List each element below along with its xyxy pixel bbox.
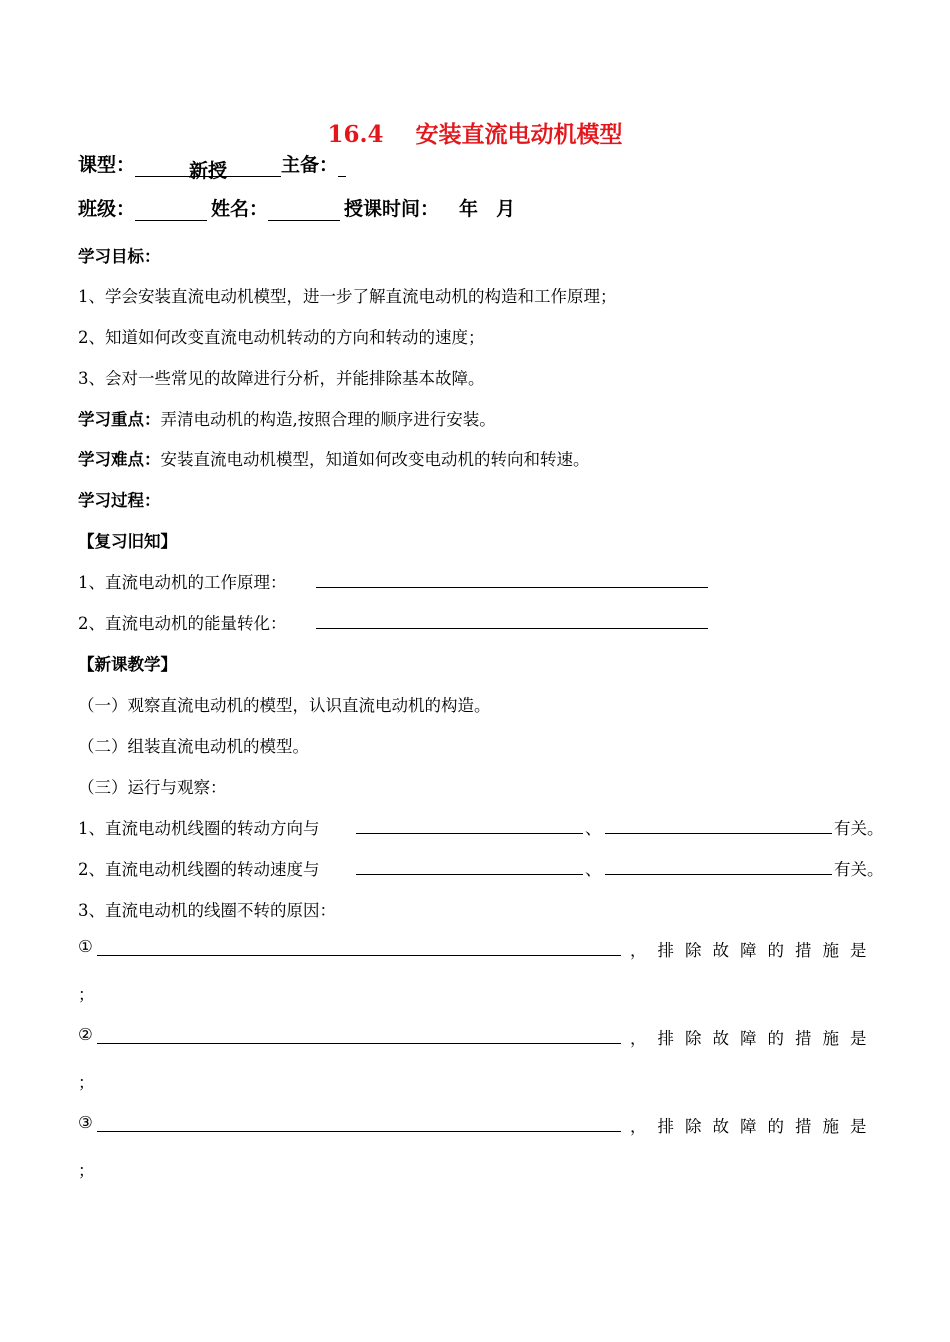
answer-blank[interactable] [316, 587, 708, 588]
class-label: 班级： [78, 198, 136, 220]
fault-measure: ，排除故障的措施是 [630, 1117, 878, 1136]
related-text: 有关。 [834, 819, 884, 838]
year-label: 年 [459, 198, 479, 220]
separator: 、 [585, 860, 602, 879]
answer-blank[interactable] [97, 955, 621, 956]
review-heading: 【复习旧知】 [78, 532, 177, 551]
answer-blank[interactable] [97, 1043, 621, 1044]
objective-item: 1、学会安装直流电动机模型，进一步了解直流电动机的构造和工作原理； [78, 287, 617, 306]
lesson-type-field[interactable] [135, 156, 281, 182]
lesson-step: （一）观察直流电动机的模型，认识直流电动机的构造。 [78, 696, 491, 715]
question-direction: 1、直流电动机线圈的转动方向与 [78, 819, 320, 838]
key-point-text: 弄清电动机的构造,按照合理的顺序进行安装。 [160, 410, 496, 429]
preparer-field[interactable] [338, 156, 346, 177]
review-item: 1、直流电动机的工作原理： [78, 573, 287, 592]
difficulty-text: 安装直流电动机模型，知道如何改变电动机的转向和转速。 [160, 450, 590, 469]
objectives-heading: 学习目标： [78, 247, 161, 266]
time-label: 授课时间： [344, 198, 440, 220]
title-text: 安装直流电动机模型 [415, 121, 623, 148]
lesson-type-row [78, 150, 346, 182]
answer-blank[interactable] [97, 1131, 621, 1132]
lesson-step: （三）运行与观察： [78, 778, 227, 797]
new-lesson-heading: 【新课教学】 [78, 655, 177, 674]
review-item: 2、直流电动机的能量转化： [78, 614, 287, 633]
question-fault: 3、直流电动机的线圈不转的原因： [78, 901, 336, 920]
key-point-label: 学习重点： [78, 410, 161, 429]
difficulty-label: 学习难点： [78, 450, 161, 469]
related-text: 有关。 [834, 860, 884, 879]
key-point-row [78, 406, 496, 430]
objective-item: 2、知道如何改变直流电动机转动的方向和转动的速度； [78, 328, 485, 347]
objective-item: 3、会对一些常见的故障进行分析，并能排除基本故障。 [78, 369, 485, 388]
name-label: 姓名： [211, 198, 269, 220]
fault-marker: ① [78, 937, 93, 956]
fault-marker: ② [78, 1025, 93, 1044]
fault-measure: ，排除故障的措施是 [630, 941, 878, 960]
answer-blank[interactable] [605, 833, 832, 834]
fault-end: ； [78, 985, 95, 1004]
answer-blank[interactable] [605, 874, 832, 875]
fault-measure: ，排除故障的措施是 [630, 1029, 878, 1048]
lesson-type-value: 新授 [189, 160, 228, 182]
fault-end: ； [78, 1073, 95, 1092]
class-field[interactable] [135, 200, 207, 221]
process-heading: 学习过程： [78, 491, 161, 510]
separator: 、 [585, 819, 602, 838]
lesson-step: （二）组装直流电动机的模型。 [78, 737, 309, 756]
fault-end: ； [78, 1161, 95, 1180]
month-label: 月 [496, 198, 516, 220]
answer-blank[interactable] [356, 833, 583, 834]
difficulty-row [78, 446, 590, 470]
preparer-label: 主备： [281, 154, 339, 176]
title-number: 16.4 [327, 121, 384, 148]
answer-blank[interactable] [356, 874, 583, 875]
lesson-type-label: 课型： [78, 154, 136, 176]
page-title [0, 116, 950, 149]
fault-marker: ③ [78, 1113, 93, 1132]
answer-blank[interactable] [316, 628, 708, 629]
question-speed: 2、直流电动机线圈的转动速度与 [78, 860, 320, 879]
name-field[interactable] [268, 200, 340, 221]
class-row [78, 194, 515, 221]
